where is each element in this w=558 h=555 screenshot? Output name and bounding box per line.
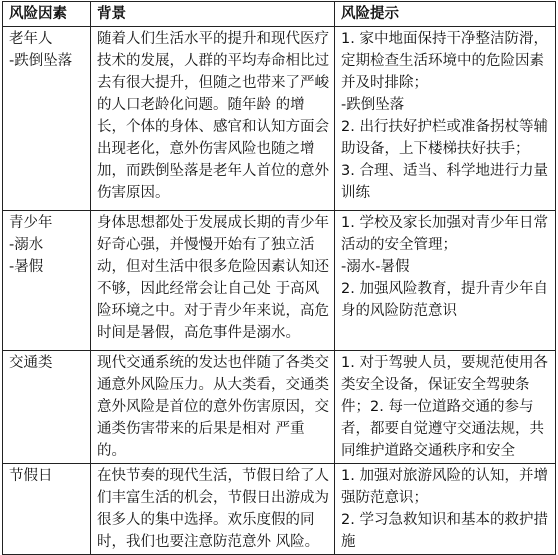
background-cell: 在快节奏的现代生活，节假日给了人们丰富生活的机会，节假日出游成为很多人的集中选择。欢乐度假的同时，我们也要注意防范意外 风险。 (91, 464, 335, 555)
header-risk-tips: 风险提示 (335, 2, 556, 27)
table-row-youth (3, 211, 556, 351)
background-cell: 随着人们生活水平的提升和现代医疗技术的发展，人群的平均寿命相比过去有很大提升，但随之也带来了严峻的人口老龄化问题。随年龄 的增长，个体的身体、感官和认知方面会出现老化，意外伤害风险也随之增加，而跌倒坠落是老年人首位的意外伤害原因。 (91, 27, 335, 211)
risk-factor-cell: 青少年 -溺水 -暑假 (3, 211, 91, 351)
background-cell: 身体思想都处于发展成长期的青少年好奇心强，并慢慢开始有了独立活动，但对生活中很多危险因素认知还不够，因此经常会让自己处 于高风险环境之中。对于青少年来说，高危时间是暑假，高危事件是溺水。 (91, 211, 335, 351)
background-cell: 现代交通系统的发达也伴随了各类交通意外风险压力。从大类看，交通类意外风险是首位的意外伤害原因，交通类伤害带来的后果是相对 严重的。 (91, 351, 335, 464)
risk-tips-cell: 1. 加强对旅游风险的认知，并增强防范意识； 2. 学习急救知识和基本的救护措施 (335, 464, 556, 555)
table-row-elderly (3, 27, 556, 211)
table-header-row (3, 2, 556, 27)
risk-table (2, 1, 556, 555)
header-background: 背景 (91, 2, 335, 27)
risk-tips-cell: 1. 家中地面保持干净整洁防滑，定期检查生活环境中的危险因素并及时排除； -跌倒坠落 2. 出行扶好护栏或准备拐杖等辅助设备，上下楼梯扶好扶手； 3. 合理、适当、科学地进行力量训练 (335, 27, 556, 211)
risk-tips-cell: 1. 对于驾驶人员，要规范使用各类安全设备，保证安全驾驶条件；2. 每一位道路交通的参与者，都要自觉遵守交通法规，共同维护道路交通秩序和安全 (335, 351, 556, 464)
header-risk-factor: 风险因素 (3, 2, 91, 27)
table-row-traffic (3, 351, 556, 464)
risk-factor-cell: 交通类 (3, 351, 91, 464)
risk-tips-cell: 1. 学校及家长加强对青少年日常活动的安全管理； -溺水-暑假 2. 加强风险教育，提升青少年自身的风险防范意识 (335, 211, 556, 351)
table-row-holiday (3, 464, 556, 555)
risk-factor-cell: 节假日 (3, 464, 91, 555)
risk-factor-cell: 老年人 -跌倒坠落 (3, 27, 91, 211)
